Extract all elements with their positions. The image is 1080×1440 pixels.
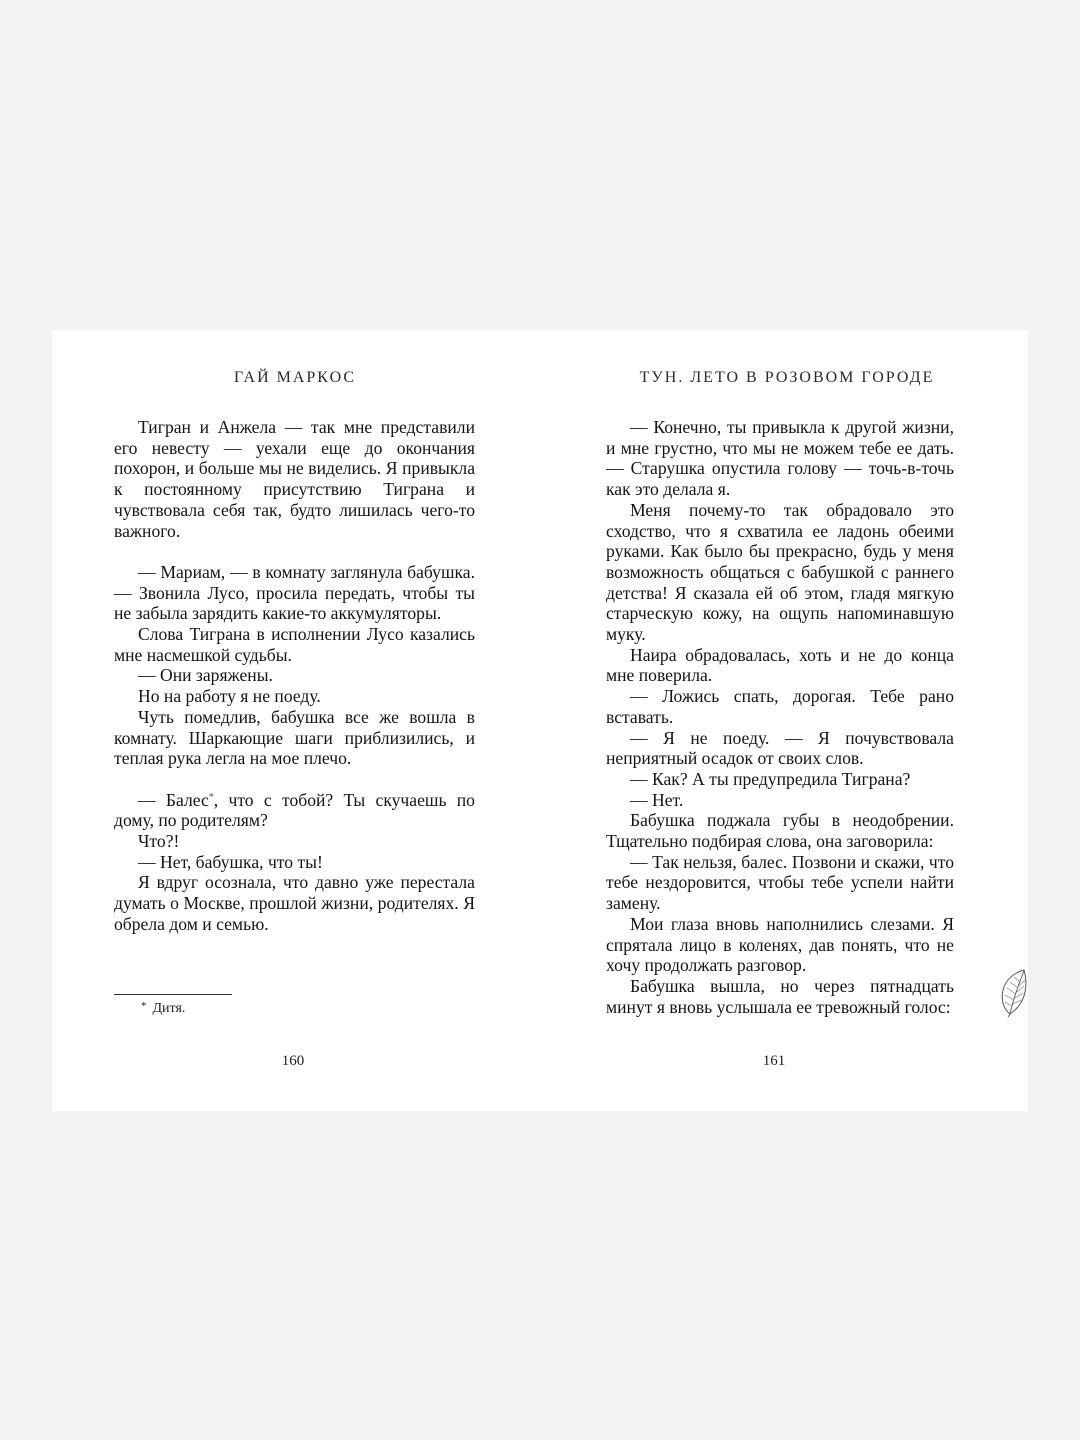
paragraph: Наира обрадовалась, хоть и не до конца мне поверила.: [606, 644, 954, 686]
paragraph: — Они заряжены.: [138, 665, 273, 686]
leaf-icon: [996, 968, 1030, 1018]
paragraph: — Конечно, ты привыкла к другой жизни, и мне грустно, что мы не можем тебе ее дать. — Старушка опустила голову — точь-в-точь как это делала я.: [606, 417, 954, 500]
left-body-text: [114, 417, 475, 935]
paragraph: — Нет, бабушка, что ты!: [138, 851, 323, 872]
paragraph: Что?!: [138, 831, 180, 852]
footnote: [141, 1000, 185, 1017]
left-page: [52, 330, 540, 1111]
paragraph: — Ложись спать, дорогая. Тебе рано вставать.: [606, 686, 954, 727]
paragraph: Мои глаза вновь наполнились слезами. Я спрятала лицо в коленях, дав понять, что не хочу продолжать разговор.: [606, 913, 954, 976]
footnote-divider: [114, 994, 232, 995]
paragraph: Меня почему-то так обрадовало это сходство, что я схватила ее ладонь обеими руками. Как было бы прекрасно, будь у меня возможность общаться с бабушкой с раннего детства! Я сказала ей об этом, гладя мягкую старческую кожу, на ощупь напоминавшую муку.: [606, 499, 954, 645]
left-running-head: ГАЙ МАРКОС: [234, 369, 356, 386]
paragraph: — Нет.: [630, 789, 684, 810]
paragraph: — Я не поеду. — Я почувствовала неприятный осадок от своих слов.: [606, 727, 954, 769]
right-running-head: ТУН. ЛЕТО В РОЗОВОМ ГОРОДЕ: [639, 369, 935, 386]
paragraph: Бабушка вышла, но через пятнадцать минут я вновь услышала ее тревожный голос:: [606, 975, 954, 1017]
paragraph-start: — Балес: [138, 789, 209, 810]
paragraph: — Как? А ты предупредила Тиграна?: [630, 768, 911, 789]
paragraph: Но на работу я не поеду.: [138, 686, 321, 707]
right-page-number: 161: [762, 1053, 786, 1069]
footnote-text: Дитя.: [152, 1001, 186, 1016]
book-spread: [52, 330, 1028, 1111]
right-body-text: [606, 417, 954, 1017]
paragraph: Бабушка поджала губы в неодобрении. Тщательно подбирая слова, она заговорила:: [606, 810, 954, 852]
paragraph: Чуть помедлив, бабушка все же вошла в комнату. Шаркающие шаги приблизились, и теплая рука легла на мое плечо.: [114, 706, 475, 769]
paragraph: Тигран и Анжела — так мне представили его невесту — уехали еще до окончания похорон, и больше мы не виделись. Я привыкла к постоянному присутствию Тиграна и чувствовала себя так, будто лишилась чего-то важного.: [114, 417, 475, 541]
paragraph: — Мариам, — в комнату заглянула бабушка. — Звонила Лусо, просила передать, чтобы ты не забыла зарядить какие-то аккумуляторы.: [114, 561, 475, 624]
right-page: [540, 330, 1028, 1111]
paragraph: Я вдруг осознала, что давно уже перестала думать о Москве, прошлой жизни, родителях. Я обрела дом и семью.: [114, 872, 475, 934]
paragraph: [114, 790, 475, 831]
paragraph: Слова Тиграна в исполнении Лусо казались мне насмешкой судьбы.: [114, 624, 475, 665]
footnote-marker: *: [208, 791, 214, 803]
paragraph-rest: , что с тобой? Ты скучаешь по дому, по родителям?: [114, 789, 475, 831]
paragraph: — Так нельзя, балес. Позвони и скажи, что тебе нездоровится, чтобы тебе успели найти замену.: [606, 851, 954, 914]
footnote-star: *: [141, 1000, 147, 1012]
left-page-number: 160: [281, 1053, 305, 1069]
